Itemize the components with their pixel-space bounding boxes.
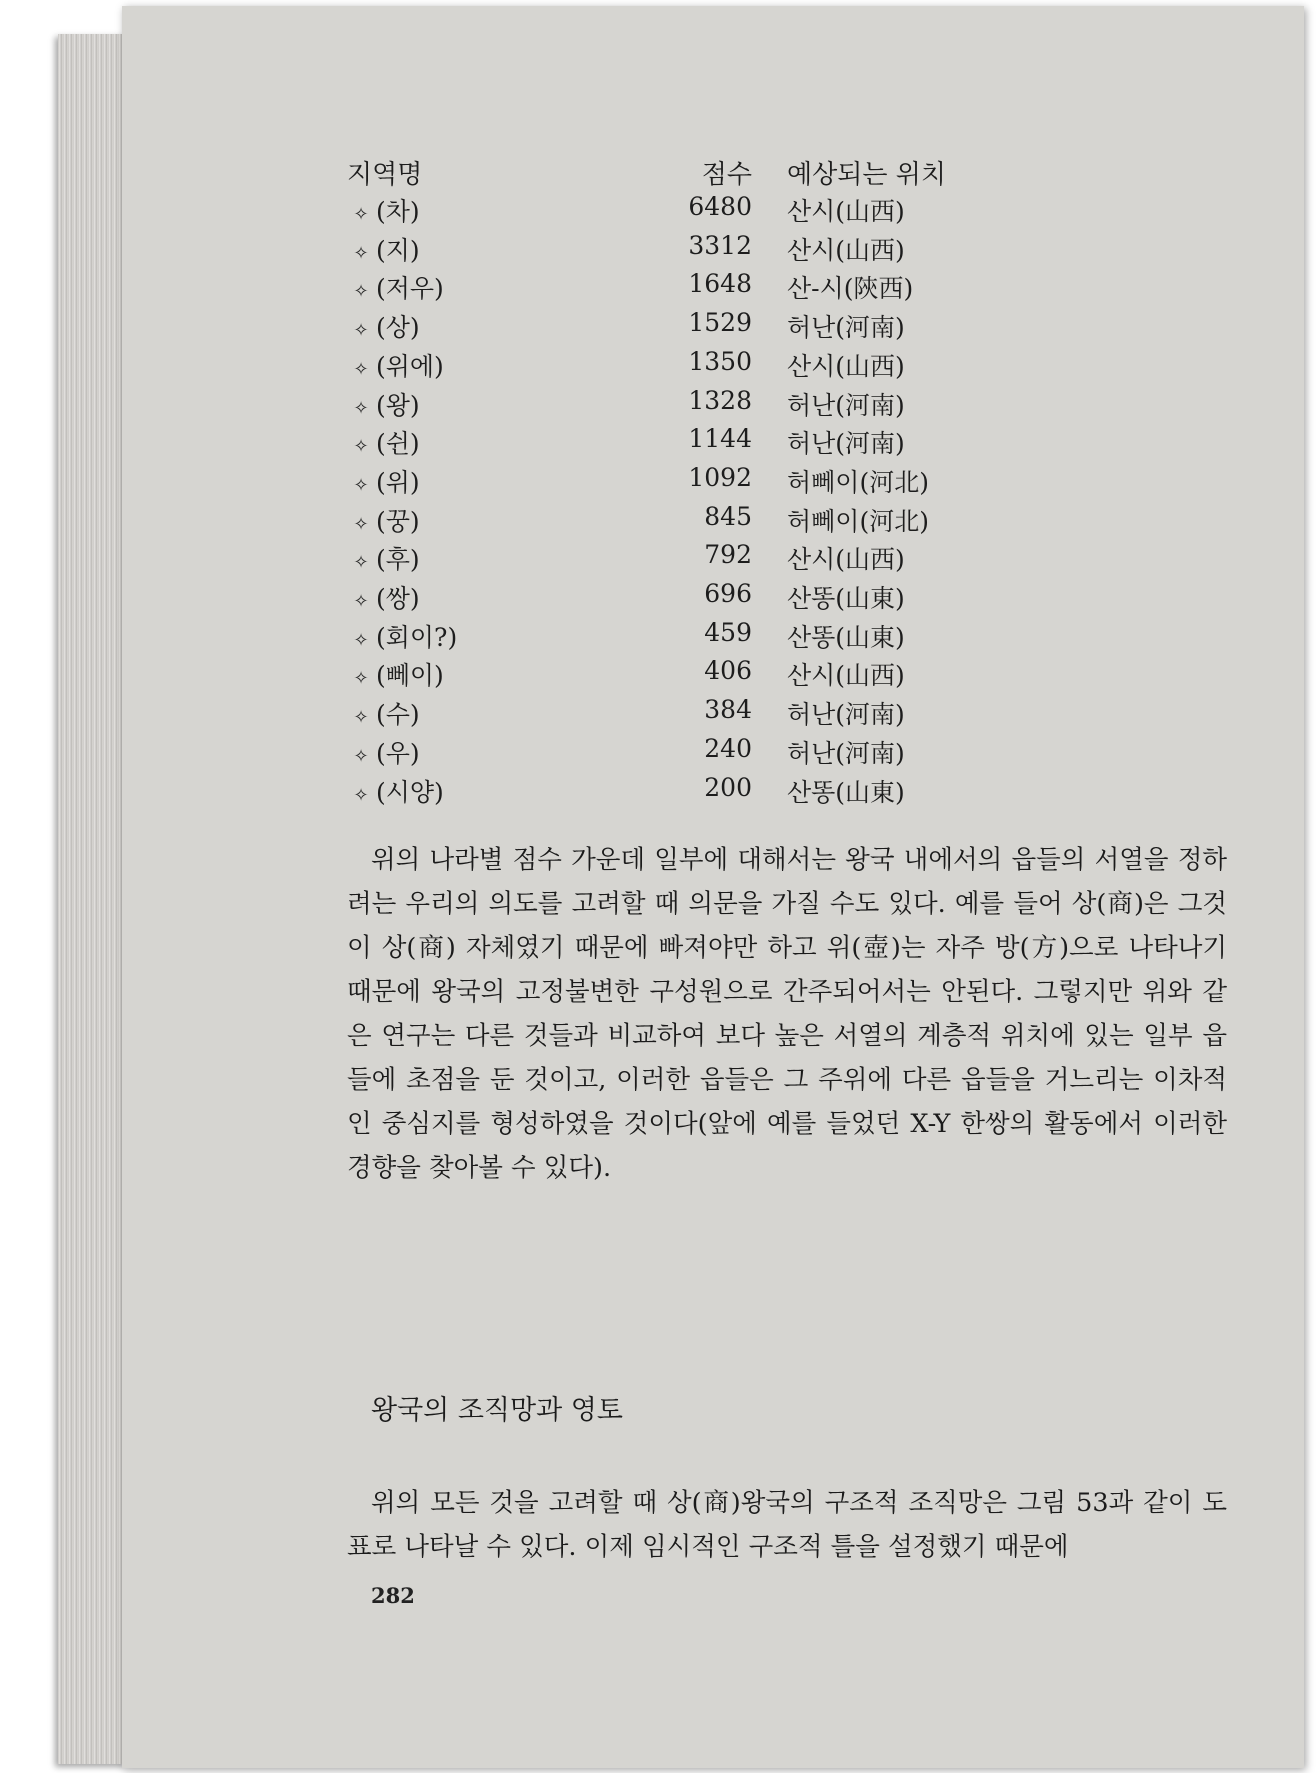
region-name: (우)	[376, 739, 420, 768]
region-name: (차)	[376, 197, 420, 226]
region-location: 산똥(山東)	[787, 778, 905, 807]
page-edges	[58, 34, 128, 1764]
region-location: 산시(山西)	[787, 236, 905, 265]
section-title: 왕국의 조직망과 영토	[371, 1395, 623, 1426]
table-row-name	[348, 424, 420, 460]
region-score: 6480	[688, 192, 752, 221]
oracle-glyph-icon: ✧	[353, 436, 369, 457]
region-name: (저우)	[376, 274, 444, 303]
region-location: 산시(山西)	[787, 661, 905, 690]
oracle-glyph-icon: ✧	[353, 552, 369, 573]
region-name: (위)	[376, 468, 420, 497]
paragraph-2: 위의 모든 것을 고려할 때 상(商)왕국의 구조적 조직망은 그림 53과 같이 도표로 나타날 수 있다. 이제 임시적인 구조적 틀을 설정했기 때문에	[347, 1488, 1227, 1562]
paragraph-1: 위의 나라별 점수 가운데 일부에 대해서는 왕국 내에서의 읍들의 서열을 정하려는 우리의 의도를 고려할 때 의문을 가질 수도 있다. 예를 들어 상(商)은 그것이 상(商) 자체였기 때문에 빠져야만 하고 위(壺)는 자주 방(方)으로 나타나기 때문에 왕국의 고정불변한 구성원으로 간주되어서는 안된다. 그렇지만 위와 같은 연구는 다른 것들과 비교하여 보다 높은 서열의 계층적 위치에 있는 일부 읍들에 초점을 둔 것이고, 이러한 읍들은 그 주위에 다른 읍들을 거느리는 이차적인 중심지를 형성하였을 것이다(앞에 예를 들었던 X-Y 한쌍의 활동에서 이러한 경향을 찾아볼 수 있다).	[347, 845, 1227, 1183]
header-location: 예상되는 위치	[787, 160, 946, 190]
book	[58, 6, 1308, 1768]
oracle-glyph-icon: ✧	[353, 785, 369, 806]
table-row-name	[348, 347, 444, 383]
oracle-glyph-icon: ✧	[353, 630, 369, 651]
region-score: 406	[704, 656, 752, 685]
region-name: (뻬이)	[376, 661, 444, 690]
oracle-glyph-icon: ✧	[353, 398, 369, 419]
region-location: 허난(河南)	[787, 313, 905, 342]
region-score: 1350	[688, 347, 752, 376]
region-score: 1092	[688, 463, 752, 492]
region-name: (쉰)	[376, 429, 420, 458]
header-score: 점수	[701, 160, 752, 190]
region-name: (꿍)	[376, 507, 420, 536]
table-row-name	[348, 386, 420, 422]
oracle-glyph-icon: ✧	[353, 668, 369, 689]
region-location: 허난(河南)	[787, 391, 905, 420]
book-page	[122, 6, 1304, 1768]
region-location: 허뻬이(河北)	[787, 507, 929, 536]
region-name: (위에)	[376, 352, 444, 381]
oracle-glyph-icon: ✧	[353, 204, 369, 225]
region-score: 1328	[688, 386, 752, 415]
region-score: 792	[704, 540, 752, 569]
region-location: 산똥(山東)	[787, 623, 905, 652]
region-location: 허뻬이(河北)	[787, 468, 929, 497]
region-location: 산시(山西)	[787, 197, 905, 226]
region-score: 384	[704, 695, 752, 724]
oracle-glyph-icon: ✧	[353, 707, 369, 728]
region-score: 459	[704, 618, 752, 647]
oracle-glyph-icon: ✧	[353, 591, 369, 612]
region-name: (회이?)	[376, 623, 458, 652]
region-score: 1529	[688, 308, 752, 337]
oracle-glyph-icon: ✧	[353, 746, 369, 767]
region-score: 200	[704, 773, 752, 802]
region-score: 3312	[688, 231, 752, 260]
region-name: (시양)	[376, 778, 444, 807]
region-score: 1144	[688, 424, 752, 453]
region-location: 산똥(山東)	[787, 584, 905, 613]
table-row-name	[348, 192, 420, 228]
table-row-name	[348, 773, 444, 809]
region-location: 허난(河南)	[787, 700, 905, 729]
oracle-glyph-icon: ✧	[353, 514, 369, 535]
oracle-glyph-icon: ✧	[353, 475, 369, 496]
region-score: 696	[704, 579, 752, 608]
table-row-name	[348, 502, 420, 538]
table-row-name	[348, 463, 420, 499]
table-row-name	[348, 231, 420, 267]
region-location: 산시(山西)	[787, 545, 905, 574]
region-location: 산-시(陝西)	[787, 274, 914, 303]
region-name: (수)	[376, 700, 420, 729]
region-name: (후)	[376, 545, 420, 574]
table-row-name	[348, 579, 420, 615]
oracle-glyph-icon: ✧	[353, 359, 369, 380]
table-row-name	[348, 734, 420, 770]
oracle-glyph-icon: ✧	[353, 281, 369, 302]
table-row-name	[348, 656, 444, 692]
table-row-name	[348, 269, 444, 305]
region-name: (지)	[376, 236, 420, 265]
oracle-glyph-icon: ✧	[353, 243, 369, 264]
page-number: 282	[371, 1583, 415, 1608]
region-score: 240	[704, 734, 752, 763]
table-row-name	[348, 695, 420, 731]
table-row-name	[348, 540, 420, 576]
region-name: (쌍)	[376, 584, 420, 613]
table-row-name	[348, 308, 420, 344]
region-score: 1648	[688, 269, 752, 298]
region-score-table	[122, 6, 1304, 906]
oracle-glyph-icon: ✧	[353, 320, 369, 341]
region-location: 허난(河南)	[787, 429, 905, 458]
region-score: 845	[704, 502, 752, 531]
region-location: 허난(河南)	[787, 739, 905, 768]
region-name: (상)	[376, 313, 420, 342]
table-row-name	[348, 618, 457, 654]
region-name: (왕)	[376, 391, 420, 420]
header-region-name: 지역명	[347, 160, 423, 190]
region-location: 산시(山西)	[787, 352, 905, 381]
